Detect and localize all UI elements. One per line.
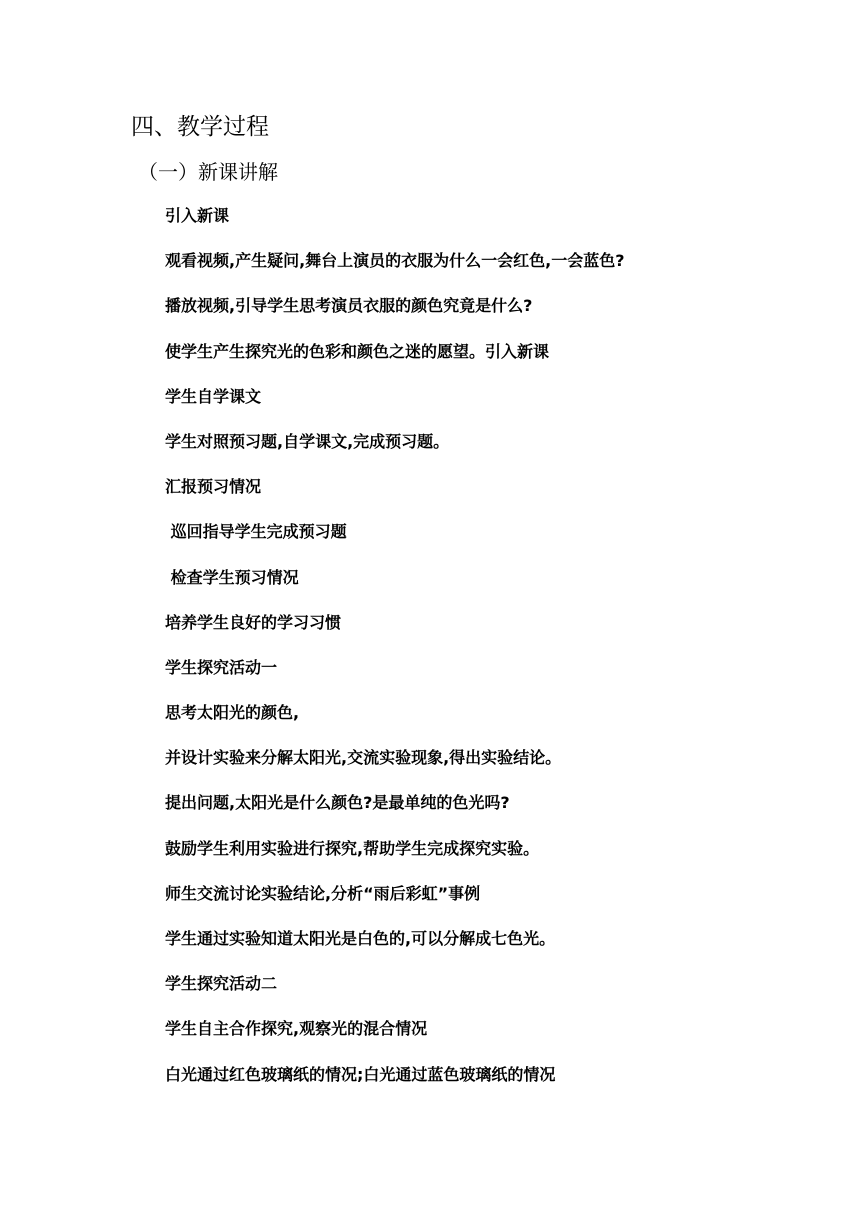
body-text	[165, 204, 825, 1108]
body-line: 白光通过红色玻璃纸的情况;白光通过蓝色玻璃纸的情况	[165, 1064, 556, 1084]
body-line: 鼓励学生利用实验进行探究,帮助学生完成探究实验。	[165, 838, 540, 858]
body-line: 学生探究活动二	[165, 974, 278, 994]
body-line: 提出问题,太阳光是什么颜色?是最单纯的色光吗?	[165, 793, 510, 813]
body-line: 学生自主合作探究,观察光的混合情况	[165, 1019, 428, 1039]
body-line: 巡回指导学生完成预习题	[165, 522, 347, 542]
body-line: 播放视频,引导学生思考演员衣服的颜色究竟是什么?	[165, 296, 533, 316]
section-heading: 四、教学过程	[131, 114, 269, 140]
body-line: 思考太阳光的颜色,	[165, 703, 300, 723]
body-line: 使学生产生探究光的色彩和颜色之迷的愿望。引入新课	[165, 341, 550, 361]
body-line: 学生对照预习题,自学课文,完成预习题。	[165, 431, 450, 451]
subsection-heading: （一）新课讲解	[138, 160, 278, 184]
body-line: 师生交流讨论实验结论,分析“雨后彩虹”事例	[165, 883, 481, 903]
body-line: 汇报预习情况	[165, 477, 262, 497]
body-line: 学生通过实验知道太阳光是白色的,可以分解成七色光。	[165, 929, 556, 948]
body-line: 检查学生预习情况	[165, 567, 299, 587]
body-line: 观看视频,产生疑问,舞台上演员的衣服为什么一会红色,一会蓝色?	[165, 251, 625, 271]
body-line: 引入新课	[165, 206, 230, 225]
body-line: 并设计实验来分解太阳光,交流实验现象,得出实验结论。	[165, 748, 562, 768]
body-line: 学生自学课文	[165, 386, 262, 406]
body-line: 培养学生良好的学习习惯	[165, 612, 342, 632]
body-line: 学生探究活动一	[165, 657, 278, 677]
